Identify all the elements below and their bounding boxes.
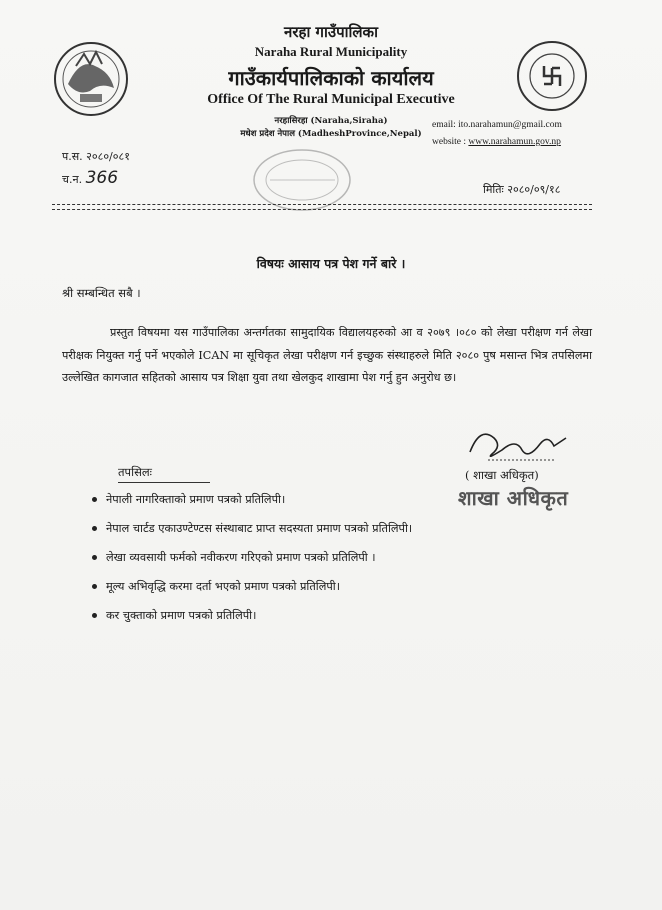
website-label: website :	[432, 137, 467, 147]
list-item-text: नेपाल चार्टड एकाउण्टेण्टस संस्थाबाट प्राप्त सदस्यता प्रमाण पत्रको प्रतिलिपी।	[106, 522, 413, 535]
list-item	[92, 549, 412, 578]
salutation: श्री सम्बन्धित सबै ।	[62, 286, 141, 300]
municipality-name-english: Naraha Rural Municipality	[254, 44, 408, 59]
website	[432, 137, 561, 147]
signature-stamp: शाखा अधिकृत	[458, 486, 569, 510]
list-item-text: लेखा व्यवसायी फर्मको नवीकरण गरिएको प्रमाण पत्रको प्रतिलिपी ।	[106, 551, 376, 564]
bullet-icon	[92, 613, 97, 618]
signature-label: ( शाखा अधिकृत)	[465, 468, 539, 482]
bullet-icon	[92, 497, 97, 502]
header-divider-secondary	[52, 209, 592, 210]
enclosure-list	[92, 491, 412, 636]
list-item	[92, 578, 412, 607]
website-link[interactable]: www.narahamun.gov.np	[468, 137, 561, 147]
dispatch-label: च.न.	[62, 173, 83, 186]
letter-body: प्रस्तुत विषयमा यस गाउँपालिका अन्तर्गतका सामुदायिक विद्यालयहरुको आ व २०७९ ।०८० को लेखा परीक्षण गर्न लेखा परीक्षक नियुक्त गर्नु पर्ने भएकोले ICAN मा सूचिकृत लेखा परीक्षण गर्न इच्छुक संस्थाहरुले मिति २०८० पुष मसान्त भित्र तपसिलमा उल्लेखित कागजात सहितको आसाय पत्र शिक्षा युवा तथा खेलकुद शाखामा पेश गर्नु हुन अनुरोध छ।	[62, 326, 592, 384]
office-name-english: Office Of The Rural Municipal Executive	[207, 92, 455, 107]
letter-date: मितिः २०८०/०९/१८	[483, 183, 561, 196]
bullet-icon	[92, 584, 97, 589]
email: email: ito.narahamun@gmail.com	[432, 120, 562, 130]
dispatch-value: 366	[85, 168, 119, 188]
enclosure-list-title: तपसिलः	[118, 465, 152, 479]
list-item	[92, 607, 412, 636]
dispatch-number	[62, 168, 118, 188]
swastika-seal-icon	[514, 38, 590, 114]
bullet-icon	[92, 526, 97, 531]
list-item	[92, 520, 412, 549]
signature-icon	[462, 420, 572, 470]
list-title-underline	[118, 482, 210, 483]
list-item-text: मूल्य अभिवृद्धि करमा दर्ता भएको प्रमाण पत्रको प्रतिलिपी।	[106, 580, 341, 593]
address-line-2: मधेश प्रदेश नेपाल (MadheshProvince,Nepal)	[240, 129, 422, 139]
office-name-nepali: गाउँकार्यपालिकाको कार्यालय	[228, 66, 434, 90]
bullet-icon	[92, 555, 97, 560]
list-item-text: कर चुक्ताको प्रमाण पत्रको प्रतिलिपी।	[106, 609, 257, 622]
address-line-1: नरहासिरहा (Naraha,Siraha)	[274, 116, 388, 126]
letter-subject: विषयः आसाय पत्र पेश गर्ने बारे ।	[256, 256, 406, 271]
municipality-name-nepali: नरहा गाउँपालिका	[284, 23, 378, 41]
header-divider	[52, 204, 592, 205]
list-item-text: नेपाली नागरिक्ताको प्रमाण पत्रको प्रतिलिपी।	[106, 493, 286, 506]
list-item	[92, 491, 412, 520]
reference-number: प.स. २०८०/०८१	[62, 150, 130, 163]
